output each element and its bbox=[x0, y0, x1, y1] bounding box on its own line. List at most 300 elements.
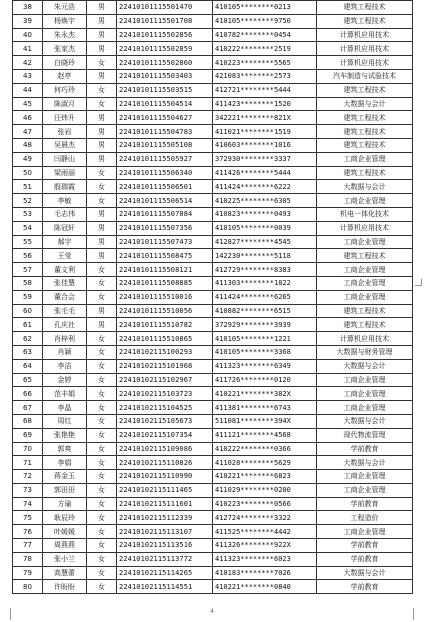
student-sex: 女 bbox=[87, 276, 117, 290]
row-number: 54 bbox=[13, 221, 43, 235]
id-card-number: 372929********3939 bbox=[213, 318, 317, 332]
id-card-number: 421083********2573 bbox=[213, 69, 317, 83]
student-name: 周燕燕 bbox=[43, 539, 87, 553]
table-row bbox=[13, 138, 413, 152]
major-name: 学前教育 bbox=[317, 580, 413, 594]
exam-number: 22410102115100293 bbox=[117, 345, 213, 359]
id-card-number: 411323********6023 bbox=[213, 552, 317, 566]
table-row bbox=[13, 28, 413, 42]
row-number: 62 bbox=[13, 332, 43, 346]
exam-number: 22410101115504627 bbox=[117, 111, 213, 125]
exam-number: 22410102115103723 bbox=[117, 387, 213, 401]
student-sex: 女 bbox=[87, 483, 117, 497]
student-name: 朱永杰 bbox=[43, 28, 87, 42]
major-name: 建筑工程技术 bbox=[317, 111, 413, 125]
student-name: 方瑜 bbox=[43, 497, 87, 511]
id-card-number: 410782********0454 bbox=[213, 28, 317, 42]
id-card-number: 342221********821X bbox=[213, 111, 317, 125]
id-card-number: 410603********1016 bbox=[213, 138, 317, 152]
table-row bbox=[13, 580, 413, 594]
row-number: 75 bbox=[13, 511, 43, 525]
student-sex: 男 bbox=[87, 1, 117, 15]
exam-number: 22410101115508121 bbox=[117, 263, 213, 277]
student-sex: 女 bbox=[87, 497, 117, 511]
row-number: 73 bbox=[13, 483, 43, 497]
major-name: 工商企业管理 bbox=[317, 401, 413, 415]
table-row bbox=[13, 318, 413, 332]
exam-number: 22410101115504783 bbox=[117, 125, 213, 139]
student-sex: 女 bbox=[87, 194, 117, 208]
exam-number: 22410102115109086 bbox=[117, 442, 213, 456]
row-number: 67 bbox=[13, 401, 43, 415]
id-card-number: 511081********394X bbox=[213, 414, 317, 428]
student-name: 孔庆社 bbox=[43, 318, 87, 332]
row-number: 48 bbox=[13, 138, 43, 152]
id-card-number: 410221********6823 bbox=[213, 470, 317, 484]
row-number: 53 bbox=[13, 207, 43, 221]
student-sex: 男 bbox=[87, 249, 117, 263]
row-number: 50 bbox=[13, 166, 43, 180]
student-sex: 女 bbox=[87, 456, 117, 470]
major-name: 大数据与财务管理 bbox=[317, 345, 413, 359]
major-name: 建筑工程技术 bbox=[317, 318, 413, 332]
table-row bbox=[13, 235, 413, 249]
row-number: 71 bbox=[13, 456, 43, 470]
student-name: 蒋金玉 bbox=[43, 470, 87, 484]
row-number: 68 bbox=[13, 414, 43, 428]
major-name: 建筑工程技术 bbox=[317, 125, 413, 139]
student-sex: 女 bbox=[87, 387, 117, 401]
exam-number: 22410101115505108 bbox=[117, 138, 213, 152]
id-card-number: 410222********2519 bbox=[213, 42, 317, 56]
id-card-number: 411424********6265 bbox=[213, 290, 317, 304]
student-name: 王莹 bbox=[43, 249, 87, 263]
exam-number: 22410101115502860 bbox=[117, 56, 213, 70]
exam-number: 22410102115111465 bbox=[117, 483, 213, 497]
row-number: 55 bbox=[13, 235, 43, 249]
row-number: 42 bbox=[13, 56, 43, 70]
student-sex: 男 bbox=[87, 125, 117, 139]
major-name: 大数据与会计 bbox=[317, 180, 413, 194]
student-sex: 男 bbox=[87, 304, 117, 318]
student-name: 董文利 bbox=[43, 263, 87, 277]
student-name: 殷瑞霞 bbox=[43, 180, 87, 194]
table-row bbox=[13, 56, 413, 70]
id-card-number: 410223********5565 bbox=[213, 56, 317, 70]
roster-body bbox=[13, 1, 413, 594]
table-row bbox=[13, 304, 413, 318]
id-card-number: 142230********5118 bbox=[213, 249, 317, 263]
row-number: 72 bbox=[13, 470, 43, 484]
exam-number: 22410101115504514 bbox=[117, 97, 213, 111]
major-name: 汽车制造与试验技术 bbox=[317, 69, 413, 83]
student-sex: 男 bbox=[87, 152, 117, 166]
table-row bbox=[13, 111, 413, 125]
student-name: 肖颖 bbox=[43, 345, 87, 359]
student-sex: 女 bbox=[87, 580, 117, 594]
student-sex: 女 bbox=[87, 525, 117, 539]
major-name: 建筑工程技术 bbox=[317, 1, 413, 15]
major-name: 工商企业管理 bbox=[317, 152, 413, 166]
exam-number: 22410101115505927 bbox=[117, 152, 213, 166]
student-sex: 男 bbox=[87, 207, 117, 221]
id-card-number: 410105********1221 bbox=[213, 332, 317, 346]
student-name: 张佳慧 bbox=[43, 276, 87, 290]
major-name: 工商企业管理 bbox=[317, 290, 413, 304]
major-name: 机电一体化技术 bbox=[317, 207, 413, 221]
exam-number: 22410102115101968 bbox=[117, 359, 213, 373]
table-row bbox=[13, 221, 413, 235]
row-number: 60 bbox=[13, 304, 43, 318]
table-row bbox=[13, 69, 413, 83]
major-name: 工商企业管理 bbox=[317, 387, 413, 401]
row-number: 59 bbox=[13, 290, 43, 304]
table-row bbox=[13, 332, 413, 346]
student-sex: 女 bbox=[87, 552, 117, 566]
table-row bbox=[13, 428, 413, 442]
student-name: 肖梓利 bbox=[43, 332, 87, 346]
exam-number: 22410102115107354 bbox=[117, 428, 213, 442]
table-row bbox=[13, 497, 413, 511]
major-name: 建筑工程技术 bbox=[317, 166, 413, 180]
id-card-number: 411323********6349 bbox=[213, 359, 317, 373]
exam-number: 22410102115110826 bbox=[117, 456, 213, 470]
student-name: 郭田田 bbox=[43, 483, 87, 497]
major-name: 大数据与会计 bbox=[317, 97, 413, 111]
exam-number: 22410101115510782 bbox=[117, 318, 213, 332]
student-name: 梁雨丽 bbox=[43, 166, 87, 180]
row-number: 57 bbox=[13, 263, 43, 277]
student-sex: 女 bbox=[87, 345, 117, 359]
id-card-number: 410105********3368 bbox=[213, 345, 317, 359]
row-number: 80 bbox=[13, 580, 43, 594]
row-number: 61 bbox=[13, 318, 43, 332]
id-card-number: 411381********6743 bbox=[213, 401, 317, 415]
id-card-number: 411326********922X bbox=[213, 539, 317, 553]
exam-number: 22410101115502859 bbox=[117, 42, 213, 56]
row-number: 76 bbox=[13, 525, 43, 539]
student-name: 张小兰 bbox=[43, 552, 87, 566]
major-name: 工商企业管理 bbox=[317, 235, 413, 249]
student-sex: 女 bbox=[87, 180, 117, 194]
id-card-number: 411726********0120 bbox=[213, 373, 317, 387]
student-name: 高慧蕾 bbox=[43, 566, 87, 580]
exam-number: 22410101115507473 bbox=[117, 235, 213, 249]
student-sex: 女 bbox=[87, 539, 117, 553]
student-name: 金婷 bbox=[43, 373, 87, 387]
major-name: 计算机应用技术 bbox=[317, 221, 413, 235]
exam-number: 22410101115502856 bbox=[117, 28, 213, 42]
student-sex: 女 bbox=[87, 263, 117, 277]
major-name: 学前教育 bbox=[317, 552, 413, 566]
major-name: 建筑工程技术 bbox=[317, 304, 413, 318]
student-sex: 男 bbox=[87, 235, 117, 249]
id-card-number: 411303********1822 bbox=[213, 276, 317, 290]
table-row bbox=[13, 345, 413, 359]
student-name: 陈冠轩 bbox=[43, 221, 87, 235]
student-sex: 女 bbox=[87, 83, 117, 97]
major-name: 学前教育 bbox=[317, 442, 413, 456]
id-card-number: 410223********0566 bbox=[213, 497, 317, 511]
exam-number: 22410102115114551 bbox=[117, 580, 213, 594]
student-sex: 男 bbox=[87, 42, 117, 56]
row-number: 45 bbox=[13, 97, 43, 111]
student-name: 李洁 bbox=[43, 359, 87, 373]
id-card-number: 411525********4442 bbox=[213, 525, 317, 539]
student-roster-table bbox=[12, 0, 413, 594]
id-card-number: 411424********6222 bbox=[213, 180, 317, 194]
student-name: 李敏 bbox=[43, 194, 87, 208]
exam-number: 22410101115507084 bbox=[117, 207, 213, 221]
major-name: 工商企业管理 bbox=[317, 470, 413, 484]
row-number: 58 bbox=[13, 276, 43, 290]
table-row bbox=[13, 470, 413, 484]
table-row bbox=[13, 97, 413, 111]
table-row bbox=[13, 249, 413, 263]
row-number: 38 bbox=[13, 1, 43, 15]
id-card-number: 411028********5629 bbox=[213, 456, 317, 470]
exam-number: 22410101115506340 bbox=[117, 166, 213, 180]
exam-number: 22410101115506501 bbox=[117, 180, 213, 194]
student-name: 杨焕宇 bbox=[43, 14, 87, 28]
student-name: 赵亭 bbox=[43, 69, 87, 83]
table-row bbox=[13, 180, 413, 194]
major-name: 大数据与会计 bbox=[317, 566, 413, 580]
exam-number: 22410101115503515 bbox=[117, 83, 213, 97]
table-row bbox=[13, 442, 413, 456]
id-card-number: 372930********3337 bbox=[213, 152, 317, 166]
major-name: 建筑工程技术 bbox=[317, 249, 413, 263]
student-name: 周红 bbox=[43, 414, 87, 428]
id-card-number: 411423********1520 bbox=[213, 97, 317, 111]
row-number: 41 bbox=[13, 42, 43, 56]
table-row bbox=[13, 263, 413, 277]
id-card-number: 410221********0840 bbox=[213, 580, 317, 594]
exam-number: 22410102115112339 bbox=[117, 511, 213, 525]
exam-number: 22410101115507356 bbox=[117, 221, 213, 235]
student-name: 董合会 bbox=[43, 290, 87, 304]
student-sex: 女 bbox=[87, 566, 117, 580]
id-card-number: 410225********6305 bbox=[213, 194, 317, 208]
row-number: 69 bbox=[13, 428, 43, 442]
major-name: 工商企业管理 bbox=[317, 525, 413, 539]
id-card-number: 412827********4545 bbox=[213, 235, 317, 249]
exam-number: 22410101115503403 bbox=[117, 69, 213, 83]
table-row bbox=[13, 525, 413, 539]
student-sex: 男 bbox=[87, 221, 117, 235]
major-name: 计算机应用技术 bbox=[317, 56, 413, 70]
exam-number: 22410102115111601 bbox=[117, 497, 213, 511]
student-name: 闫静山 bbox=[43, 152, 87, 166]
id-card-number: 412721********5444 bbox=[213, 83, 317, 97]
student-sex: 女 bbox=[87, 470, 117, 484]
major-name: 工商企业管理 bbox=[317, 263, 413, 277]
row-number: 79 bbox=[13, 566, 43, 580]
major-name: 工商企业管理 bbox=[317, 483, 413, 497]
student-sex: 女 bbox=[87, 442, 117, 456]
id-card-number: 411121********4568 bbox=[213, 428, 317, 442]
student-name: 张岩 bbox=[43, 125, 87, 139]
table-row bbox=[13, 566, 413, 580]
id-card-number: 411021********1519 bbox=[213, 125, 317, 139]
student-sex: 男 bbox=[87, 318, 117, 332]
major-name: 计算机应用技术 bbox=[317, 332, 413, 346]
id-card-number: 410105********0039 bbox=[213, 221, 317, 235]
exam-number: 22410101115501708 bbox=[117, 14, 213, 28]
major-name: 工商企业管理 bbox=[317, 194, 413, 208]
row-number: 70 bbox=[13, 442, 43, 456]
major-name: 大数据与会计 bbox=[317, 414, 413, 428]
exam-number: 22410101115508885 bbox=[117, 276, 213, 290]
table-row bbox=[13, 1, 413, 15]
id-card-number: 411029********0200 bbox=[213, 483, 317, 497]
exam-number: 22410101115506514 bbox=[117, 194, 213, 208]
major-name: 大数据与会计 bbox=[317, 359, 413, 373]
exam-number: 22410101115508475 bbox=[117, 249, 213, 263]
student-name: 何巧玲 bbox=[43, 83, 87, 97]
major-name: 建筑工程技术 bbox=[317, 138, 413, 152]
student-sex: 男 bbox=[87, 28, 117, 42]
table-row bbox=[13, 166, 413, 180]
id-card-number: 410222********0366 bbox=[213, 442, 317, 456]
exam-number: 22410102115102967 bbox=[117, 373, 213, 387]
table-row bbox=[13, 511, 413, 525]
table-row bbox=[13, 14, 413, 28]
row-number: 64 bbox=[13, 359, 43, 373]
major-name: 学前教育 bbox=[317, 497, 413, 511]
id-card-number: 410183********7026 bbox=[213, 566, 317, 580]
student-name: 耿辰玲 bbox=[43, 511, 87, 525]
table-row bbox=[13, 125, 413, 139]
row-number: 49 bbox=[13, 152, 43, 166]
exam-number: 22410102115113516 bbox=[117, 539, 213, 553]
student-sex: 女 bbox=[87, 290, 117, 304]
exam-number: 22410102115104525 bbox=[117, 401, 213, 415]
major-name: 学前教育 bbox=[317, 539, 413, 553]
row-number: 52 bbox=[13, 194, 43, 208]
row-number: 56 bbox=[13, 249, 43, 263]
row-number: 65 bbox=[13, 373, 43, 387]
student-sex: 男 bbox=[87, 69, 117, 83]
row-number: 44 bbox=[13, 83, 43, 97]
table-row bbox=[13, 276, 413, 290]
major-name: 现代物流管理 bbox=[317, 428, 413, 442]
table-row bbox=[13, 483, 413, 497]
major-name: 计算机应用技术 bbox=[317, 42, 413, 56]
student-sex: 女 bbox=[87, 373, 117, 387]
student-sex: 女 bbox=[87, 166, 117, 180]
row-number: 63 bbox=[13, 345, 43, 359]
student-sex: 女 bbox=[87, 428, 117, 442]
row-number: 66 bbox=[13, 387, 43, 401]
student-name: 张毛毛 bbox=[43, 304, 87, 318]
id-card-number: 410882********6515 bbox=[213, 304, 317, 318]
id-card-number: 410823********0493 bbox=[213, 207, 317, 221]
row-number: 78 bbox=[13, 552, 43, 566]
major-name: 工商企业管理 bbox=[317, 373, 413, 387]
major-name: 工商企业管理 bbox=[317, 276, 413, 290]
id-card-number: 412729********8383 bbox=[213, 263, 317, 277]
student-sex: 男 bbox=[87, 138, 117, 152]
student-sex: 女 bbox=[87, 359, 117, 373]
table-row bbox=[13, 83, 413, 97]
student-sex: 男 bbox=[87, 111, 117, 125]
student-name: 吴晨杰 bbox=[43, 138, 87, 152]
row-number: 39 bbox=[13, 14, 43, 28]
student-name: 李娟 bbox=[43, 456, 87, 470]
student-sex: 女 bbox=[87, 401, 117, 415]
id-card-number: 410105********9750 bbox=[213, 14, 317, 28]
id-card-number: 410105********0213 bbox=[213, 1, 317, 15]
exam-number: 22410101115510056 bbox=[117, 304, 213, 318]
student-name: 李晶 bbox=[43, 401, 87, 415]
id-card-number: 412724********3322 bbox=[213, 511, 317, 525]
major-name: 建筑工程技术 bbox=[317, 14, 413, 28]
major-name: 工程造价 bbox=[317, 511, 413, 525]
exam-number: 22410101115510865 bbox=[117, 332, 213, 346]
exam-number: 22410102115114265 bbox=[117, 566, 213, 580]
table-row bbox=[13, 152, 413, 166]
table-row bbox=[13, 194, 413, 208]
student-name: 郝宇 bbox=[43, 235, 87, 249]
id-card-number: 410221********382X bbox=[213, 387, 317, 401]
exam-number: 22410101115510016 bbox=[117, 290, 213, 304]
table-row bbox=[13, 539, 413, 553]
row-number: 51 bbox=[13, 180, 43, 194]
table-row bbox=[13, 456, 413, 470]
student-name: 范丰娟 bbox=[43, 387, 87, 401]
student-name: 叶媛媛 bbox=[43, 525, 87, 539]
exam-number: 22410102115113772 bbox=[117, 552, 213, 566]
row-number: 46 bbox=[13, 111, 43, 125]
student-name: 朱元浩 bbox=[43, 1, 87, 15]
exam-number: 22410102115110990 bbox=[117, 470, 213, 484]
exam-number: 22410102115105673 bbox=[117, 414, 213, 428]
major-name: 大数据与会计 bbox=[317, 456, 413, 470]
table-row bbox=[13, 387, 413, 401]
exam-number: 22410102115113107 bbox=[117, 525, 213, 539]
table-row bbox=[13, 552, 413, 566]
page-margin-mark bbox=[415, 279, 422, 286]
row-number: 77 bbox=[13, 539, 43, 553]
major-name: 计算机应用技术 bbox=[317, 28, 413, 42]
student-name: 陈淑月 bbox=[43, 97, 87, 111]
exam-number: 22410101115501470 bbox=[117, 1, 213, 15]
table-row bbox=[13, 373, 413, 387]
row-number: 47 bbox=[13, 125, 43, 139]
row-number: 74 bbox=[13, 497, 43, 511]
student-name: 许盼盼 bbox=[43, 580, 87, 594]
major-name: 建筑工程技术 bbox=[317, 83, 413, 97]
student-name: 郭爽 bbox=[43, 442, 87, 456]
student-sex: 女 bbox=[87, 511, 117, 525]
student-sex: 女 bbox=[87, 56, 117, 70]
table-row bbox=[13, 290, 413, 304]
student-name: 张家杰 bbox=[43, 42, 87, 56]
table-row bbox=[13, 42, 413, 56]
table-row bbox=[13, 401, 413, 415]
student-sex: 女 bbox=[87, 414, 117, 428]
student-name: 白晓玲 bbox=[43, 56, 87, 70]
student-name: 毛志伟 bbox=[43, 207, 87, 221]
table-row bbox=[13, 414, 413, 428]
row-number: 40 bbox=[13, 28, 43, 42]
row-number: 43 bbox=[13, 69, 43, 83]
id-card-number: 411426********5444 bbox=[213, 166, 317, 180]
student-sex: 男 bbox=[87, 14, 117, 28]
student-name: 张艳艳 bbox=[43, 428, 87, 442]
page-number: 4 bbox=[210, 608, 214, 615]
